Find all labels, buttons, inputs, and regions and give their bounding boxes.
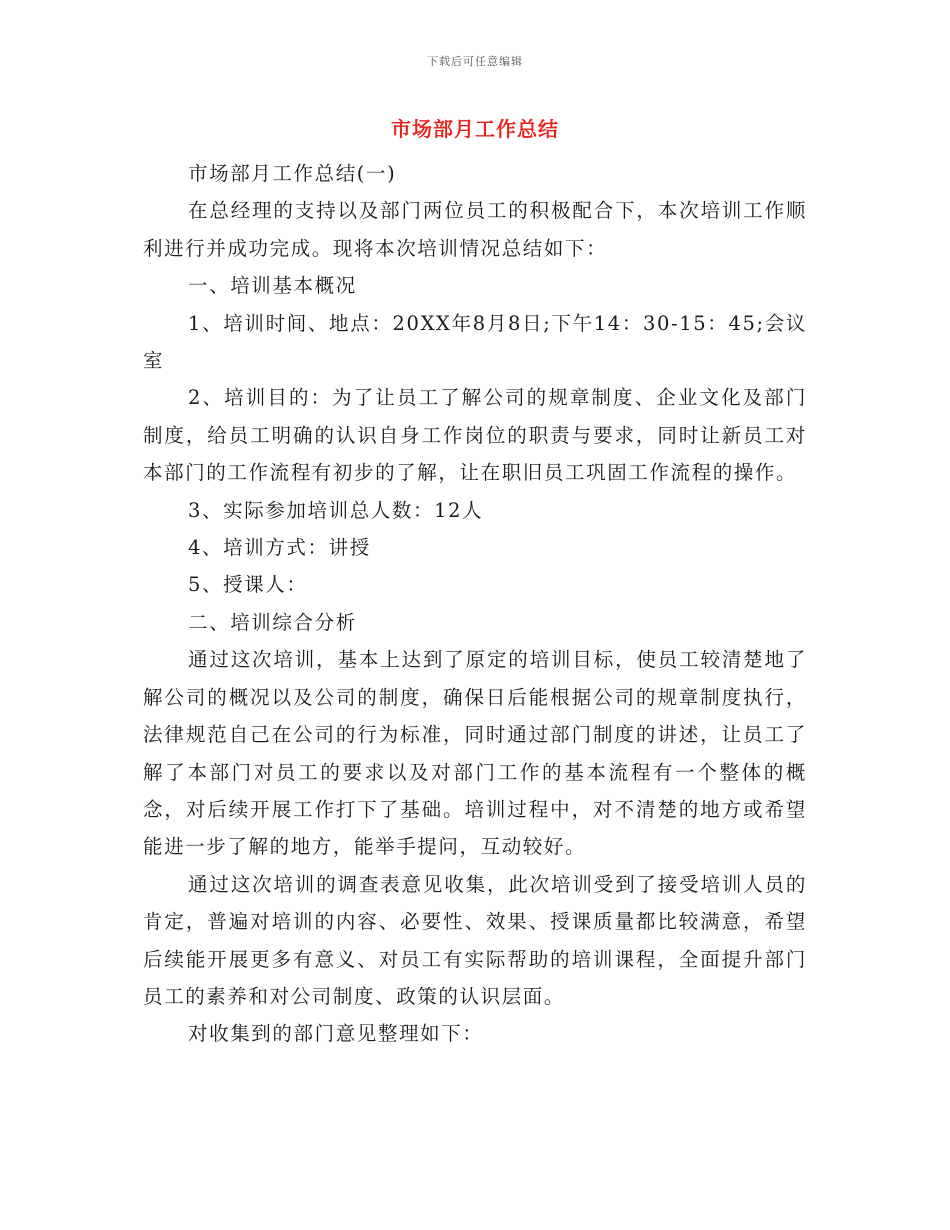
paragraph-analysis-1: 通过这次培训，基本上达到了原定的培训目标，使员工较清楚地了解公司的概况以及公司的制度，确保日后能根据公司的规章制度执行，法律规范自己在公司的行为标准，同时通过部门制度的讲述，让员工了解了本部门对员工的要求以及对部门工作的基本流程有一个整体的概念，对后续开展工作打下了基础。培训过程中，对不清楚的地方或希望能进一步了解的地方，能举手提问，互动较好。: [143, 648, 807, 859]
paragraph-subtitle: 市场部月工作总结(一): [188, 162, 397, 185]
paragraph-attendance: 3、实际参加培训总人数：12人: [188, 498, 484, 522]
paragraph-time-location: 1、培训时间、地点：20XX年8月8日;下午14：30-15：45;会议室: [143, 311, 807, 373]
paragraph-instructor: 5、授课人：: [188, 573, 308, 597]
paragraph-method: 4、培训方式：讲授: [188, 536, 371, 560]
paragraph-analysis-2: 通过这次培训的调查表意见收集，此次培训受到了接受培训人员的肯定，普遍对培训的内容、必要性、效果、授课质量都比较满意，希望后续能开展更多有意义、对员工有实际帮助的培训课程，全面提升部门员工的素养和对公司制度、政策的认识层面。: [143, 872, 807, 1008]
document-title: 市场部月工作总结: [391, 117, 559, 141]
section-heading-overview: 一、培训基本概况: [188, 274, 357, 298]
section-heading-analysis: 二、培训综合分析: [188, 610, 357, 634]
header-note: 下载后可任意编辑: [427, 55, 523, 68]
paragraph-intro: 在总经理的支持以及部门两位员工的积极配合下，本次培训工作顺利进行并成功完成。现将本次培训情况总结如下：: [143, 199, 807, 260]
document-body: [143, 155, 807, 1053]
paragraph-feedback-intro: 对收集到的部门意见整理如下：: [188, 1022, 484, 1046]
paragraph-purpose: 2、培训目的：为了让员工了解公司的规章制度、企业文化及部门制度，给员工明确的认识自身工作岗位的职责与要求，同时让新员工对本部门的工作流程有初步的了解，让在职旧员工巩固工作流程的操作。: [143, 386, 807, 485]
